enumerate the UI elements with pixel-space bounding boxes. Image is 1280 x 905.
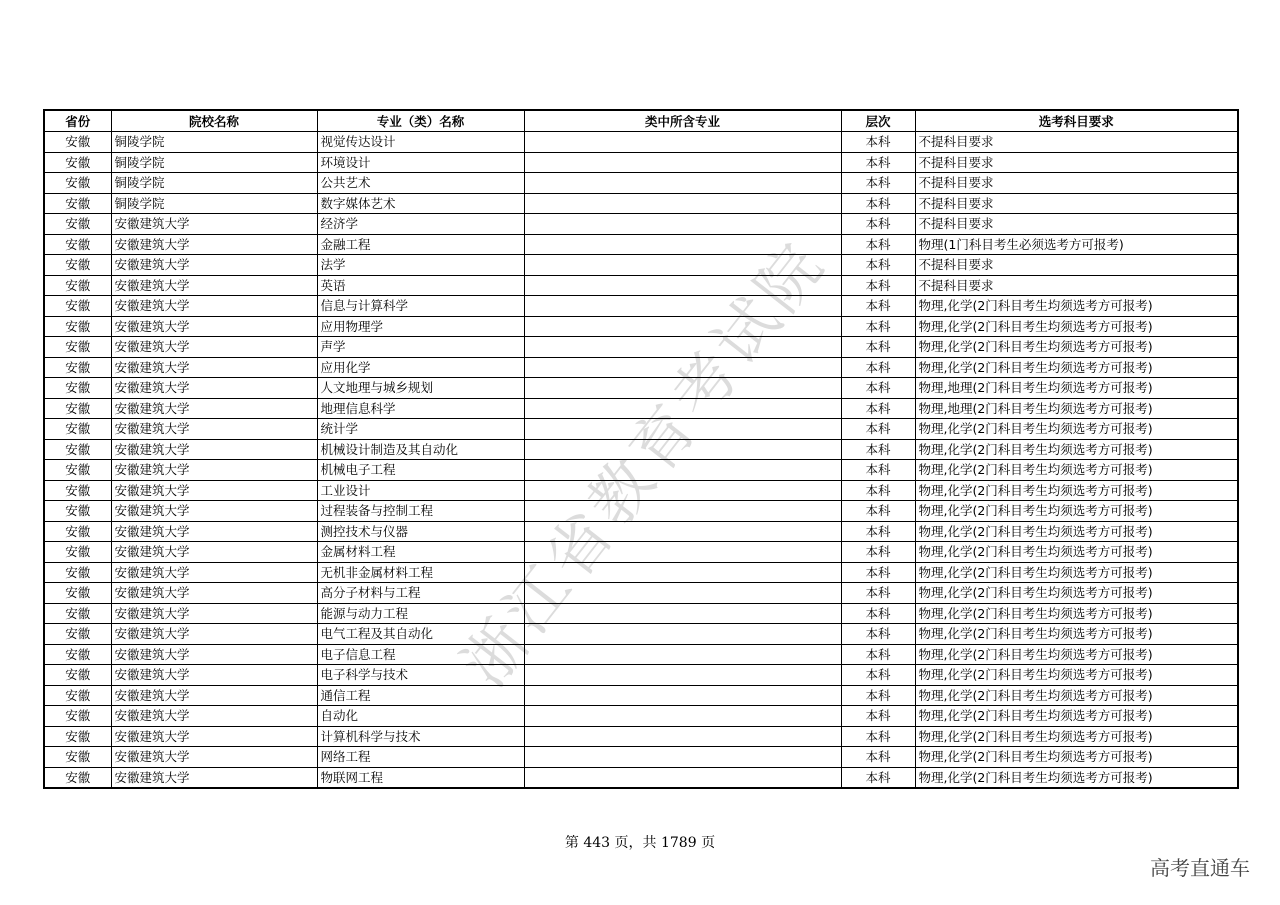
cell-school: 安徽建筑大学 <box>111 378 317 399</box>
cell-school: 铜陵学院 <box>111 152 317 173</box>
cell-subject-requirement: 物理,化学(2门科目考生均须选考方可报考) <box>915 562 1238 583</box>
cell-included-majors <box>524 132 841 153</box>
header-subject-requirement: 选考科目要求 <box>915 110 1238 132</box>
cell-school: 安徽建筑大学 <box>111 337 317 358</box>
data-table <box>43 109 1239 789</box>
cell-subject-requirement: 物理,化学(2门科目考生均须选考方可报考) <box>915 624 1238 645</box>
cell-included-majors <box>524 193 841 214</box>
cell-subject-requirement: 物理,化学(2门科目考生均须选考方可报考) <box>915 439 1238 460</box>
cell-level: 本科 <box>841 767 915 788</box>
cell-school: 安徽建筑大学 <box>111 357 317 378</box>
table-row <box>44 706 1238 727</box>
cell-level: 本科 <box>841 337 915 358</box>
cell-level: 本科 <box>841 562 915 583</box>
cell-subject-requirement: 物理,化学(2门科目考生均须选考方可报考) <box>915 747 1238 768</box>
table-row <box>44 480 1238 501</box>
cell-province: 安徽 <box>44 193 111 214</box>
cell-subject-requirement: 物理,化学(2门科目考生均须选考方可报考) <box>915 419 1238 440</box>
cell-level: 本科 <box>841 439 915 460</box>
cell-major: 电子信息工程 <box>317 644 524 665</box>
cell-major: 电子科学与技术 <box>317 665 524 686</box>
cell-subject-requirement: 不提科目要求 <box>915 255 1238 276</box>
cell-included-majors <box>524 234 841 255</box>
cell-province: 安徽 <box>44 603 111 624</box>
cell-province: 安徽 <box>44 501 111 522</box>
cell-province: 安徽 <box>44 685 111 706</box>
cell-included-majors <box>524 378 841 399</box>
cell-included-majors <box>524 726 841 747</box>
cell-included-majors <box>524 173 841 194</box>
cell-subject-requirement: 物理,化学(2门科目考生均须选考方可报考) <box>915 685 1238 706</box>
cell-major: 工业设计 <box>317 480 524 501</box>
cell-major: 人文地理与城乡规划 <box>317 378 524 399</box>
cell-school: 安徽建筑大学 <box>111 234 317 255</box>
cell-level: 本科 <box>841 726 915 747</box>
cell-school: 安徽建筑大学 <box>111 542 317 563</box>
cell-major: 视觉传达设计 <box>317 132 524 153</box>
cell-major: 英语 <box>317 275 524 296</box>
table-row <box>44 501 1238 522</box>
cell-major: 数字媒体艺术 <box>317 193 524 214</box>
cell-school: 安徽建筑大学 <box>111 419 317 440</box>
cell-province: 安徽 <box>44 439 111 460</box>
table-row <box>44 767 1238 788</box>
cell-province: 安徽 <box>44 398 111 419</box>
cell-level: 本科 <box>841 542 915 563</box>
table-row <box>44 337 1238 358</box>
table-row <box>44 439 1238 460</box>
cell-level: 本科 <box>841 193 915 214</box>
table-row <box>44 685 1238 706</box>
cell-province: 安徽 <box>44 460 111 481</box>
cell-included-majors <box>524 152 841 173</box>
data-table-container <box>43 109 1237 789</box>
cell-province: 安徽 <box>44 624 111 645</box>
cell-level: 本科 <box>841 706 915 727</box>
cell-subject-requirement: 物理,化学(2门科目考生均须选考方可报考) <box>915 460 1238 481</box>
cell-school: 安徽建筑大学 <box>111 439 317 460</box>
cell-level: 本科 <box>841 132 915 153</box>
table-row <box>44 603 1238 624</box>
cell-level: 本科 <box>841 357 915 378</box>
cell-province: 安徽 <box>44 726 111 747</box>
cell-included-majors <box>524 460 841 481</box>
cell-subject-requirement: 不提科目要求 <box>915 214 1238 235</box>
cell-included-majors <box>524 439 841 460</box>
cell-level: 本科 <box>841 603 915 624</box>
cell-subject-requirement: 物理,化学(2门科目考生均须选考方可报考) <box>915 501 1238 522</box>
cell-subject-requirement: 不提科目要求 <box>915 132 1238 153</box>
cell-subject-requirement: 物理,化学(2门科目考生均须选考方可报考) <box>915 480 1238 501</box>
cell-major: 机械设计制造及其自动化 <box>317 439 524 460</box>
cell-subject-requirement: 物理,化学(2门科目考生均须选考方可报考) <box>915 726 1238 747</box>
table-row <box>44 357 1238 378</box>
cell-school: 安徽建筑大学 <box>111 501 317 522</box>
cell-level: 本科 <box>841 501 915 522</box>
cell-province: 安徽 <box>44 706 111 727</box>
cell-school: 安徽建筑大学 <box>111 275 317 296</box>
cell-included-majors <box>524 685 841 706</box>
header-level: 层次 <box>841 110 915 132</box>
cell-included-majors <box>524 255 841 276</box>
cell-province: 安徽 <box>44 214 111 235</box>
cell-school: 铜陵学院 <box>111 132 317 153</box>
cell-included-majors <box>524 337 841 358</box>
cell-included-majors <box>524 562 841 583</box>
cell-major: 自动化 <box>317 706 524 727</box>
table-row <box>44 152 1238 173</box>
table-row <box>44 214 1238 235</box>
table-row <box>44 398 1238 419</box>
cell-major: 公共艺术 <box>317 173 524 194</box>
cell-included-majors <box>524 624 841 645</box>
cell-level: 本科 <box>841 624 915 645</box>
cell-major: 物联网工程 <box>317 767 524 788</box>
cell-major: 能源与动力工程 <box>317 603 524 624</box>
cell-subject-requirement: 物理,化学(2门科目考生均须选考方可报考) <box>915 296 1238 317</box>
cell-school: 安徽建筑大学 <box>111 296 317 317</box>
table-row <box>44 747 1238 768</box>
cell-included-majors <box>524 665 841 686</box>
table-row <box>44 132 1238 153</box>
cell-school: 安徽建筑大学 <box>111 583 317 604</box>
cell-school: 安徽建筑大学 <box>111 706 317 727</box>
cell-major: 金融工程 <box>317 234 524 255</box>
cell-subject-requirement: 物理,化学(2门科目考生均须选考方可报考) <box>915 316 1238 337</box>
header-school: 院校名称 <box>111 110 317 132</box>
cell-school: 安徽建筑大学 <box>111 726 317 747</box>
cell-province: 安徽 <box>44 419 111 440</box>
table-row <box>44 255 1238 276</box>
cell-major: 机械电子工程 <box>317 460 524 481</box>
cell-major: 电气工程及其自动化 <box>317 624 524 645</box>
cell-level: 本科 <box>841 583 915 604</box>
cell-subject-requirement: 不提科目要求 <box>915 173 1238 194</box>
cell-level: 本科 <box>841 480 915 501</box>
cell-subject-requirement: 不提科目要求 <box>915 275 1238 296</box>
cell-school: 安徽建筑大学 <box>111 521 317 542</box>
cell-province: 安徽 <box>44 767 111 788</box>
cell-province: 安徽 <box>44 521 111 542</box>
cell-included-majors <box>524 419 841 440</box>
cell-province: 安徽 <box>44 747 111 768</box>
cell-level: 本科 <box>841 747 915 768</box>
cell-included-majors <box>524 747 841 768</box>
cell-major: 应用物理学 <box>317 316 524 337</box>
cell-included-majors <box>524 214 841 235</box>
cell-level: 本科 <box>841 214 915 235</box>
cell-level: 本科 <box>841 419 915 440</box>
cell-level: 本科 <box>841 378 915 399</box>
table-row <box>44 316 1238 337</box>
cell-major: 计算机科学与技术 <box>317 726 524 747</box>
cell-subject-requirement: 物理,化学(2门科目考生均须选考方可报考) <box>915 603 1238 624</box>
table-row <box>44 644 1238 665</box>
cell-major: 测控技术与仪器 <box>317 521 524 542</box>
cell-level: 本科 <box>841 152 915 173</box>
cell-province: 安徽 <box>44 542 111 563</box>
table-row <box>44 583 1238 604</box>
cell-level: 本科 <box>841 296 915 317</box>
cell-province: 安徽 <box>44 173 111 194</box>
cell-subject-requirement: 物理,化学(2门科目考生均须选考方可报考) <box>915 521 1238 542</box>
table-row <box>44 726 1238 747</box>
cell-level: 本科 <box>841 316 915 337</box>
cell-level: 本科 <box>841 275 915 296</box>
table-row <box>44 562 1238 583</box>
cell-province: 安徽 <box>44 337 111 358</box>
cell-province: 安徽 <box>44 152 111 173</box>
cell-school: 安徽建筑大学 <box>111 644 317 665</box>
table-row <box>44 173 1238 194</box>
cell-level: 本科 <box>841 460 915 481</box>
cell-level: 本科 <box>841 665 915 686</box>
cell-included-majors <box>524 706 841 727</box>
cell-school: 安徽建筑大学 <box>111 460 317 481</box>
cell-school: 安徽建筑大学 <box>111 214 317 235</box>
cell-level: 本科 <box>841 644 915 665</box>
cell-included-majors <box>524 603 841 624</box>
cell-subject-requirement: 物理,化学(2门科目考生均须选考方可报考) <box>915 767 1238 788</box>
cell-school: 安徽建筑大学 <box>111 480 317 501</box>
cell-level: 本科 <box>841 173 915 194</box>
cell-level: 本科 <box>841 234 915 255</box>
table-body <box>44 132 1238 789</box>
cell-major: 高分子材料与工程 <box>317 583 524 604</box>
cell-level: 本科 <box>841 398 915 419</box>
cell-subject-requirement: 物理,化学(2门科目考生均须选考方可报考) <box>915 665 1238 686</box>
cell-province: 安徽 <box>44 316 111 337</box>
cell-major: 应用化学 <box>317 357 524 378</box>
cell-subject-requirement: 物理,化学(2门科目考生均须选考方可报考) <box>915 357 1238 378</box>
cell-school: 安徽建筑大学 <box>111 624 317 645</box>
cell-major: 通信工程 <box>317 685 524 706</box>
cell-province: 安徽 <box>44 665 111 686</box>
cell-province: 安徽 <box>44 234 111 255</box>
table-row <box>44 665 1238 686</box>
page-footer: 第 443 页，共 1789 页 <box>564 835 716 851</box>
cell-school: 安徽建筑大学 <box>111 255 317 276</box>
cell-school: 安徽建筑大学 <box>111 603 317 624</box>
cell-included-majors <box>524 398 841 419</box>
cell-school: 安徽建筑大学 <box>111 747 317 768</box>
table-row <box>44 542 1238 563</box>
cell-subject-requirement: 物理,化学(2门科目考生均须选考方可报考) <box>915 542 1238 563</box>
cell-school: 铜陵学院 <box>111 173 317 194</box>
watermark: 浙江省教育考试院 <box>447 226 841 700</box>
cell-province: 安徽 <box>44 357 111 378</box>
header-major: 专业（类）名称 <box>317 110 524 132</box>
cell-province: 安徽 <box>44 378 111 399</box>
cell-major: 金属材料工程 <box>317 542 524 563</box>
table-row <box>44 234 1238 255</box>
header-included-majors: 类中所含专业 <box>524 110 841 132</box>
cell-province: 安徽 <box>44 644 111 665</box>
cell-included-majors <box>524 542 841 563</box>
cell-included-majors <box>524 296 841 317</box>
cell-major: 环境设计 <box>317 152 524 173</box>
table-row <box>44 460 1238 481</box>
cell-province: 安徽 <box>44 132 111 153</box>
cell-included-majors <box>524 357 841 378</box>
cell-level: 本科 <box>841 255 915 276</box>
cell-province: 安徽 <box>44 480 111 501</box>
table-row <box>44 275 1238 296</box>
cell-major: 过程装备与控制工程 <box>317 501 524 522</box>
cell-included-majors <box>524 521 841 542</box>
cell-province: 安徽 <box>44 296 111 317</box>
cell-school: 安徽建筑大学 <box>111 767 317 788</box>
cell-included-majors <box>524 275 841 296</box>
cell-level: 本科 <box>841 521 915 542</box>
cell-major: 无机非金属材料工程 <box>317 562 524 583</box>
cell-province: 安徽 <box>44 562 111 583</box>
cell-subject-requirement: 物理,地理(2门科目考生均须选考方可报考) <box>915 378 1238 399</box>
brand-logo-text: 高考直通车 <box>1150 856 1250 880</box>
table-header-row <box>44 110 1238 132</box>
table-row <box>44 419 1238 440</box>
cell-school: 安徽建筑大学 <box>111 685 317 706</box>
table-row <box>44 378 1238 399</box>
cell-school: 安徽建筑大学 <box>111 316 317 337</box>
cell-school: 安徽建筑大学 <box>111 562 317 583</box>
cell-subject-requirement: 物理,化学(2门科目考生均须选考方可报考) <box>915 644 1238 665</box>
cell-subject-requirement: 不提科目要求 <box>915 152 1238 173</box>
cell-major: 统计学 <box>317 419 524 440</box>
cell-major: 信息与计算科学 <box>317 296 524 317</box>
table-row <box>44 296 1238 317</box>
cell-included-majors <box>524 767 841 788</box>
cell-major: 地理信息科学 <box>317 398 524 419</box>
header-province: 省份 <box>44 110 111 132</box>
table-row <box>44 193 1238 214</box>
cell-subject-requirement: 物理,化学(2门科目考生均须选考方可报考) <box>915 706 1238 727</box>
cell-school: 安徽建筑大学 <box>111 398 317 419</box>
cell-school: 安徽建筑大学 <box>111 665 317 686</box>
cell-included-majors <box>524 583 841 604</box>
cell-major: 网络工程 <box>317 747 524 768</box>
cell-province: 安徽 <box>44 255 111 276</box>
cell-subject-requirement: 物理,化学(2门科目考生均须选考方可报考) <box>915 337 1238 358</box>
cell-major: 经济学 <box>317 214 524 235</box>
cell-included-majors <box>524 501 841 522</box>
cell-major: 声学 <box>317 337 524 358</box>
cell-subject-requirement: 物理,地理(2门科目考生均须选考方可报考) <box>915 398 1238 419</box>
cell-subject-requirement: 物理,化学(2门科目考生均须选考方可报考) <box>915 583 1238 604</box>
cell-major: 法学 <box>317 255 524 276</box>
cell-subject-requirement: 物理(1门科目考生必须选考方可报考) <box>915 234 1238 255</box>
table-row <box>44 624 1238 645</box>
cell-province: 安徽 <box>44 583 111 604</box>
cell-province: 安徽 <box>44 275 111 296</box>
cell-school: 铜陵学院 <box>111 193 317 214</box>
cell-included-majors <box>524 480 841 501</box>
cell-included-majors <box>524 644 841 665</box>
table-row <box>44 521 1238 542</box>
cell-level: 本科 <box>841 685 915 706</box>
cell-subject-requirement: 不提科目要求 <box>915 193 1238 214</box>
cell-included-majors <box>524 316 841 337</box>
